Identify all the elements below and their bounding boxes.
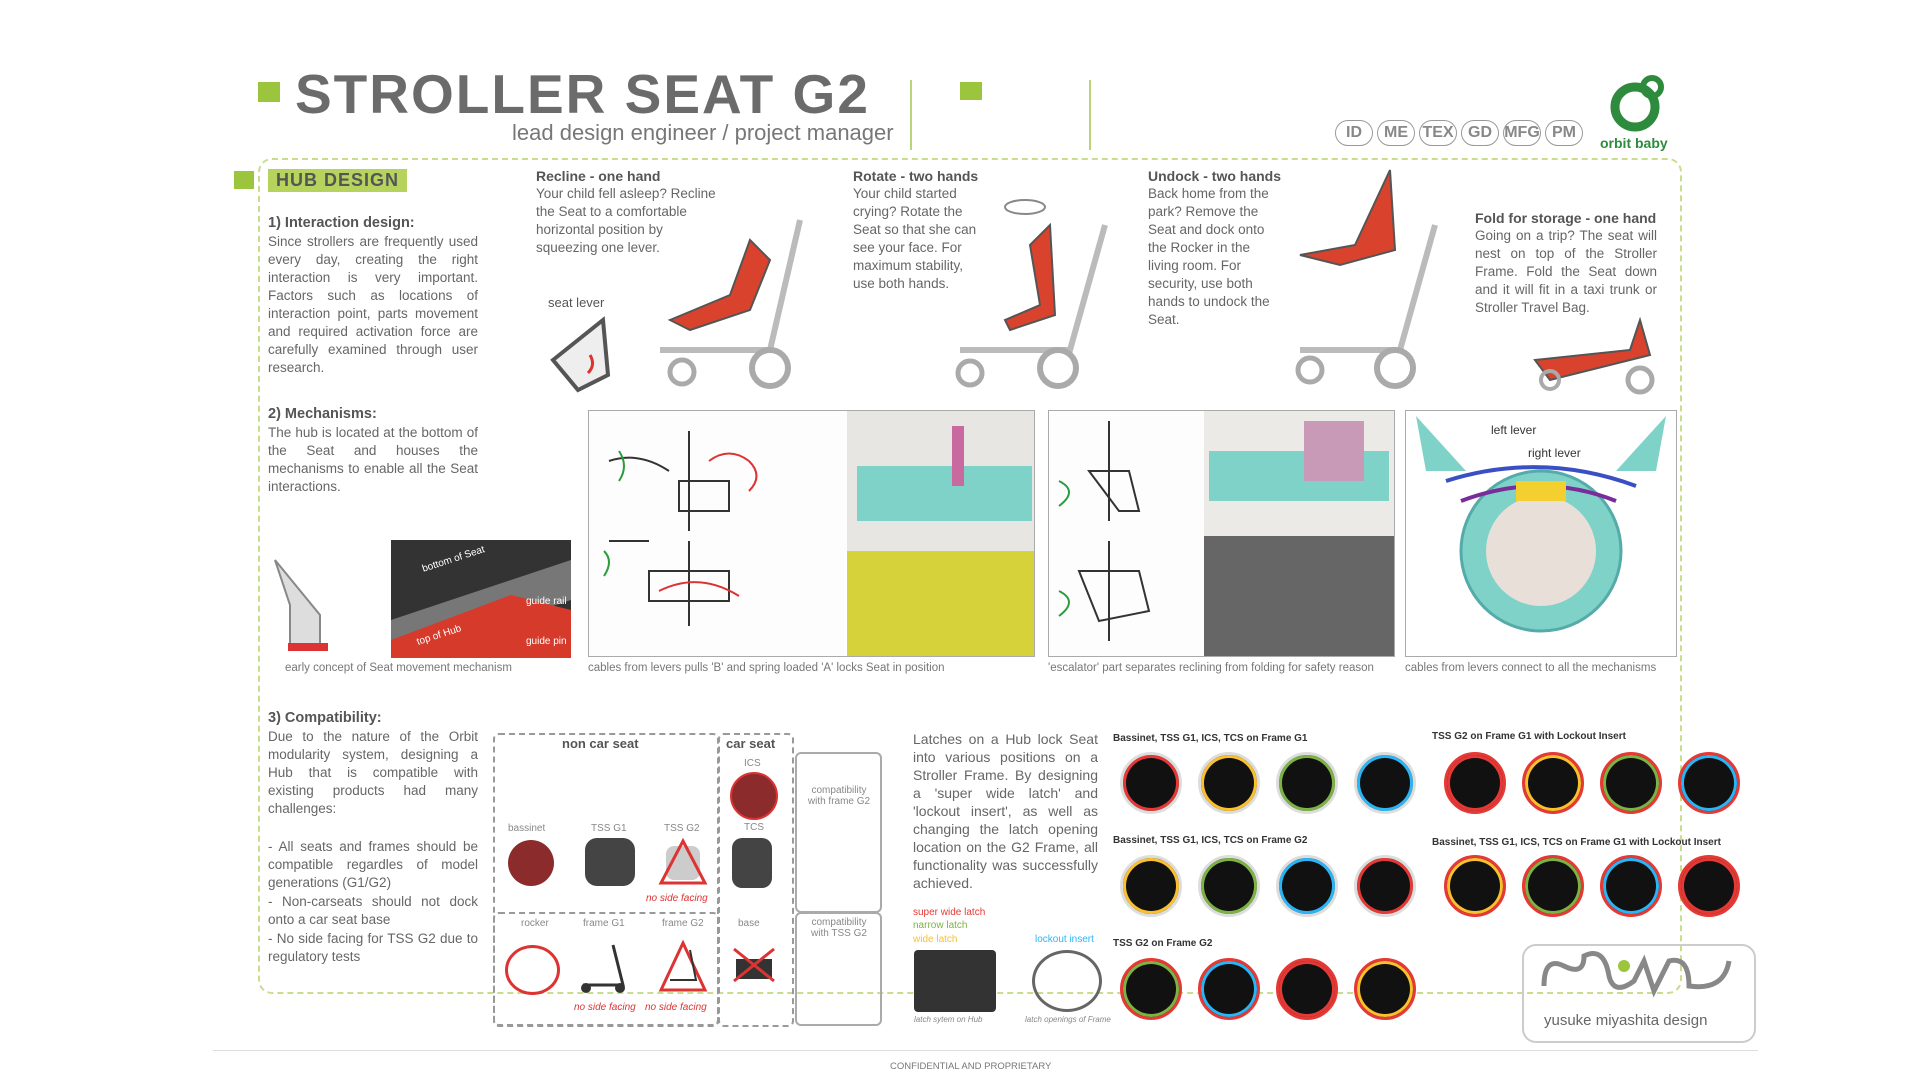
stroller-undock-illustration bbox=[1280, 165, 1440, 390]
disc-group-title: Bassinet, TSS G1, ICS, TCS on Frame G2 bbox=[1113, 835, 1308, 846]
compat-item-label: frame G2 bbox=[662, 918, 704, 929]
section-marker bbox=[234, 171, 254, 189]
caption-levers: cables from levers connect to all the mechanisms bbox=[1405, 662, 1657, 674]
latch-disc bbox=[1198, 752, 1260, 814]
step-title: Recline - one hand bbox=[536, 168, 661, 184]
step-title: Fold for storage - one hand bbox=[1475, 210, 1657, 226]
mechanism-cad bbox=[1204, 411, 1394, 536]
footer-note: CONFIDENTIAL AND PROPRIETARY bbox=[890, 1061, 1052, 1072]
cad-escalator bbox=[1304, 421, 1364, 481]
mechanism-sketch bbox=[589, 411, 847, 656]
cad-spring bbox=[952, 426, 964, 486]
designer-logo-mark bbox=[1524, 946, 1754, 1006]
seat-lever-label: seat lever bbox=[548, 295, 605, 310]
seat-lever-icon bbox=[548, 315, 613, 393]
caption-concept: early concept of Seat movement mechanism bbox=[285, 662, 512, 674]
disc-group-title: TSS G2 on Frame G2 bbox=[1113, 938, 1213, 949]
bassinet-icon bbox=[508, 840, 554, 886]
discipline-badge: GD bbox=[1461, 120, 1499, 146]
label-guide-rail: guide rail bbox=[526, 596, 567, 607]
discipline-badge: ID bbox=[1335, 120, 1373, 146]
designer-name: yusuke miyashita design bbox=[1544, 1012, 1708, 1029]
base-icon bbox=[730, 945, 778, 985]
latch-disc bbox=[1678, 855, 1740, 917]
car-seat-label: car seat bbox=[726, 736, 776, 751]
frame-g2-icon bbox=[658, 940, 708, 995]
latch-disc bbox=[1276, 752, 1338, 814]
cad-hub-body bbox=[857, 466, 1032, 521]
label-guide-pin: guide pin bbox=[526, 636, 567, 647]
caption-escalator: 'escalator' part separates reclining from folding for safety reason bbox=[1048, 662, 1374, 674]
latch-disc bbox=[1276, 855, 1338, 917]
compatibility-bullet: - Non-carseats should not dock onto a car seat base bbox=[268, 894, 478, 927]
latch-disc bbox=[1120, 958, 1182, 1020]
tcs-icon bbox=[732, 838, 772, 888]
legend-super-wide: super wide latch bbox=[913, 907, 986, 918]
caption-cables: cables from levers pulls 'B' and spring loaded 'A' locks Seat in position bbox=[588, 662, 945, 674]
compat-item-label: base bbox=[738, 918, 760, 929]
frame-g1-icon bbox=[578, 940, 628, 995]
compat-item-label: ICS bbox=[744, 758, 761, 769]
page-title: STROLLER SEAT G2 bbox=[295, 63, 870, 125]
latch-disc bbox=[1444, 855, 1506, 917]
mechanism-photo bbox=[847, 551, 1034, 656]
header-divider-2 bbox=[1089, 80, 1091, 150]
latch-disc bbox=[1444, 752, 1506, 814]
stroller-recline-illustration bbox=[640, 200, 810, 390]
footer-rule bbox=[213, 1050, 1758, 1051]
no-side-facing-label: no side facing bbox=[645, 1002, 707, 1013]
latch-disc bbox=[1354, 855, 1416, 917]
legend-narrow: narrow latch bbox=[913, 920, 968, 931]
step-title: Rotate - two hands bbox=[853, 168, 979, 184]
mechanisms-body: The hub is located at the bottom of the Seat and houses the mechanisms to enable all the Seat interactions. bbox=[268, 425, 478, 494]
logo-text: orbit baby bbox=[1600, 135, 1668, 151]
step-body: Back home from the park? Remove the Seat and dock onto the Rocker in the living room. For security, use both hands to undock the Seat. bbox=[1148, 186, 1270, 327]
compatibility-body: Due to the nature of the Orbit modularity system, designing a Hub that is compatible with existing products had many challenges: bbox=[268, 729, 478, 816]
compat-item-label: bassinet bbox=[508, 823, 546, 834]
hub-concept-sketch bbox=[270, 555, 370, 655]
latch-disc bbox=[1198, 958, 1260, 1020]
ics-icon bbox=[730, 772, 778, 820]
latch-body: Latches on a Hub lock Seat into various positions on a Stroller Frame. By designing a 'super wide latch' and 'lockout insert', as well as changing the latch opening location on the G2 Frame, all functionality was successfully achieved. bbox=[913, 731, 1098, 891]
label-left-lever: left lever bbox=[1491, 423, 1537, 437]
latch-disc bbox=[1522, 752, 1584, 814]
header-divider bbox=[910, 80, 912, 150]
page-subtitle: lead design engineer / project manager bbox=[512, 120, 894, 145]
rocker-icon bbox=[505, 945, 560, 995]
legend-lockout: lockout insert bbox=[1035, 934, 1094, 945]
latch-hub-image bbox=[914, 950, 996, 1012]
discipline-badge: PM bbox=[1545, 120, 1583, 146]
latch-frame-caption: latch openings of Frame bbox=[1025, 1015, 1111, 1024]
hub-concept-render bbox=[391, 540, 571, 658]
section-title: HUB DESIGN bbox=[268, 169, 407, 192]
designer-logo bbox=[1522, 944, 1756, 1043]
step-body: Your child fell asleep? Recline the Seat to a comfortable horizontal position by squeezing one lever. bbox=[536, 186, 716, 255]
mechanism-panel-3 bbox=[1405, 410, 1677, 657]
step-body: Your child started crying? Rotate the Seat so that she can see your face. For maximum stability, use both hands. bbox=[853, 186, 977, 291]
label-right-lever: right lever bbox=[1528, 446, 1581, 460]
mechanism-cad bbox=[847, 411, 1034, 551]
compat-item-label: frame G1 bbox=[583, 918, 625, 929]
side-compat-box bbox=[795, 752, 882, 913]
stroller-fold-illustration bbox=[1530, 305, 1665, 395]
side-compat-bottom-label: compatibility with TSS G2 bbox=[811, 917, 867, 939]
latch-disc bbox=[1522, 855, 1584, 917]
mechanism-photo bbox=[1204, 536, 1394, 656]
latch-disc bbox=[1276, 958, 1338, 1020]
latch-disc bbox=[1678, 752, 1740, 814]
mechanisms-heading: 2) Mechanisms: bbox=[268, 406, 377, 422]
latch-disc bbox=[1600, 855, 1662, 917]
mechanism-sketch bbox=[1049, 411, 1204, 656]
mechanism-panel-2 bbox=[1048, 410, 1395, 657]
latch-disc bbox=[1198, 855, 1260, 917]
compat-item-label: TSS G2 bbox=[664, 823, 700, 834]
side-compat-top-label: compatibility with frame G2 bbox=[807, 785, 871, 807]
disc-group-title: TSS G2 on Frame G1 with Lockout Insert bbox=[1432, 731, 1626, 742]
tss-g2-icon bbox=[658, 838, 708, 888]
compat-item-label: TCS bbox=[744, 822, 764, 833]
header-marker bbox=[960, 82, 982, 100]
label-bottom-of-seat: bottom of Seat bbox=[420, 544, 487, 575]
latch-disc bbox=[1120, 855, 1182, 917]
step-body: Going on a trip? The seat will nest on top of the Stroller Frame. Fold the Seat down and it will fit in a taxi trunk or Stroller Travel Bag. bbox=[1475, 228, 1657, 315]
compat-item-label: rocker bbox=[521, 918, 549, 929]
title-marker bbox=[258, 82, 280, 102]
interaction-heading: 1) Interaction design: bbox=[268, 215, 415, 231]
no-side-facing-label: no side facing bbox=[646, 893, 708, 904]
latch-disc bbox=[1354, 958, 1416, 1020]
compatibility-heading: 3) Compatibility: bbox=[268, 710, 382, 726]
label-top-of-hub: top of Hub bbox=[415, 623, 463, 648]
compat-item-label: TSS G1 bbox=[591, 823, 627, 834]
mechanism-panel-1 bbox=[588, 410, 1035, 657]
latch-disc bbox=[1120, 752, 1182, 814]
tss-g1-icon bbox=[585, 838, 635, 886]
discipline-badge: ME bbox=[1377, 120, 1415, 146]
discipline-badge: TEX bbox=[1419, 120, 1457, 146]
compatibility-bullet: - All seats and frames should be compatible regardles of model generations (G1/G2) bbox=[268, 839, 478, 890]
latch-frame-image bbox=[1032, 950, 1102, 1012]
disc-group-title: Bassinet, TSS G1, ICS, TCS on Frame G1 with Lockout Insert bbox=[1432, 837, 1721, 848]
latch-hub-caption: latch sytem on Hub bbox=[914, 1015, 983, 1024]
latch-disc bbox=[1354, 752, 1416, 814]
compatibility-bullet: - No side facing for TSS G2 due to regulatory tests bbox=[268, 931, 478, 964]
legend-wide: wide latch bbox=[913, 934, 958, 945]
orbit-baby-logo bbox=[1600, 75, 1680, 155]
no-side-facing-label: no side facing bbox=[574, 1002, 636, 1013]
discipline-badge: MFG bbox=[1503, 120, 1541, 146]
latch-disc bbox=[1600, 752, 1662, 814]
interaction-body: Since strollers are frequently used every day, creating the right interaction is very important. Factors such as locations of interaction point, parts movement and required activation force are carefully examined through user research. bbox=[268, 234, 478, 375]
stroller-rotate-illustration bbox=[940, 195, 1110, 390]
disc-group-title: Bassinet, TSS G1, ICS, TCS on Frame G1 bbox=[1113, 733, 1308, 744]
step-title: Undock - two hands bbox=[1148, 168, 1281, 184]
non-car-seat-label: non car seat bbox=[562, 736, 639, 751]
